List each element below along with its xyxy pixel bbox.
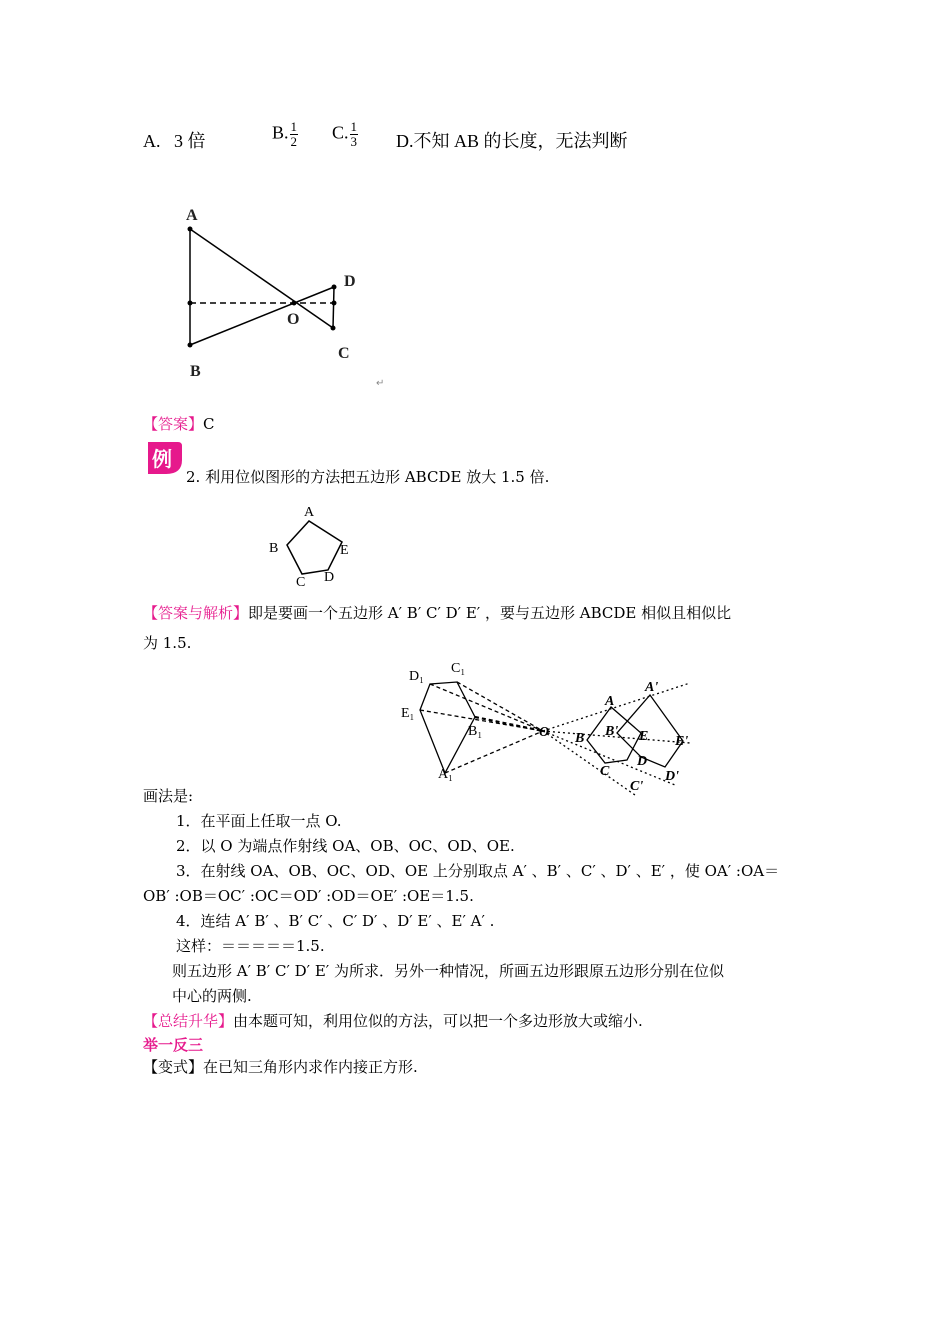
fig-label-o: O <box>539 725 550 740</box>
return-mark: ↵ <box>376 378 385 389</box>
option-b <box>272 120 298 149</box>
method-step-3b: OB′ :OB＝OC′ :OC＝OD′ :OD＝OE′ :OE＝1.5. <box>143 887 474 905</box>
fig-label-a-prime: A' <box>645 680 659 695</box>
fig-label-d-prime: D' <box>665 769 679 784</box>
option-a-label: A. <box>143 131 161 151</box>
analysis-line-2: 为 1.5. <box>143 634 192 652</box>
method-conclusion-1: 则五边形 A′ B′ C′ D′ E′ 为所求．另外一种情况，所画五边形跟原五边形分别在位似 <box>172 962 724 980</box>
variant-tag: 【变式】 <box>143 1058 204 1076</box>
homothety-figure <box>395 655 700 800</box>
analysis-line-1 <box>143 602 731 624</box>
label-a: A <box>186 207 198 224</box>
fig-label-b-prime: B' <box>605 724 619 739</box>
label-c: C <box>338 345 350 362</box>
example-badge-text: 例 <box>152 449 172 471</box>
fig-label-a1: A₁ <box>438 767 453 782</box>
method-step-2: 2．以 O 为端点作射线 OA、OB、OC、OD、OE. <box>176 837 515 855</box>
pentagon-label-a: A <box>304 505 315 520</box>
option-b-fraction: $\frac{1}{2}$ <box>290 119 298 149</box>
label-o: O <box>287 311 300 328</box>
fig-label-b: B <box>575 731 585 746</box>
pentagon-figure <box>265 500 365 590</box>
label-b: B <box>190 363 201 380</box>
variant-text: 在已知三角形内求作内接正方形. <box>203 1058 418 1076</box>
fig-label-d: D <box>637 754 648 769</box>
method-conclusion-2: 中心的两侧. <box>172 987 252 1005</box>
fig-label-e: E <box>639 729 649 744</box>
option-a <box>143 127 206 153</box>
pentagon-label-d: D <box>324 570 335 585</box>
fig-label-c: C <box>600 764 610 779</box>
option-a-value: 3 倍 <box>174 131 206 151</box>
example-badge <box>144 438 184 478</box>
fig-label-e1: E₁ <box>401 706 415 721</box>
method-step-3a: 3．在射线 OA、OB、OC、OD、OE 上分别取点 A′ 、B′ 、C′ 、D′ 、E′ ，使 OA′ :OA＝ <box>176 862 780 880</box>
pentagon-label-c: C <box>296 575 306 590</box>
option-c-label: C. <box>332 122 349 143</box>
analysis-text-1: 即是要画一个五边形 A′ B′ C′ D′ E′ ，要与五边形 ABCDE 相似且相似比 <box>248 604 732 622</box>
method-heading: 画法是: <box>143 787 194 805</box>
option-b-label: B. <box>272 122 289 143</box>
fig-label-a: A <box>605 694 615 709</box>
figure-abo-cdo <box>170 200 400 390</box>
fig-label-b1: B₁ <box>468 724 483 739</box>
option-d: D.不知 AB 的长度，无法判断 <box>396 131 628 151</box>
example-question: 2. 利用位似图形的方法把五边形 ABCDE 放大 1.5 倍. <box>186 468 550 486</box>
fig-label-c1: C₁ <box>451 661 466 676</box>
option-c-fraction: $\frac{1}{3}$ <box>350 119 358 149</box>
answer-tag: 【答案】 <box>143 415 204 433</box>
option-c <box>332 120 358 149</box>
section-title: 举一反三 <box>143 1036 204 1054</box>
fig-label-d1: D₁ <box>409 669 424 684</box>
pentagon-label-e: E <box>340 543 349 558</box>
answer-1 <box>143 413 215 435</box>
summary-text: 由本题可知，利用位似的方法，可以把一个多边形放大或缩小. <box>233 1012 643 1030</box>
method-step-4: 4．连结 A′ B′ 、B′ C′ 、C′ D′ 、D′ E′ 、E′ A′ . <box>176 912 495 930</box>
summary-tag: 【总结升华】 <box>143 1012 234 1030</box>
fig-label-e-prime: E' <box>675 734 689 749</box>
variant <box>143 1056 418 1078</box>
analysis-tag: 【答案与解析】 <box>143 604 249 622</box>
answer-value: C <box>203 415 215 433</box>
method-step-5: 这样：＝＝＝＝＝1.5. <box>176 937 325 955</box>
label-d: D <box>344 273 356 290</box>
summary <box>143 1010 643 1032</box>
pentagon-label-b: B <box>269 541 279 556</box>
method-step-1: 1．在平面上任取一点 O. <box>176 812 342 830</box>
fig-label-c-prime: C' <box>630 779 644 794</box>
